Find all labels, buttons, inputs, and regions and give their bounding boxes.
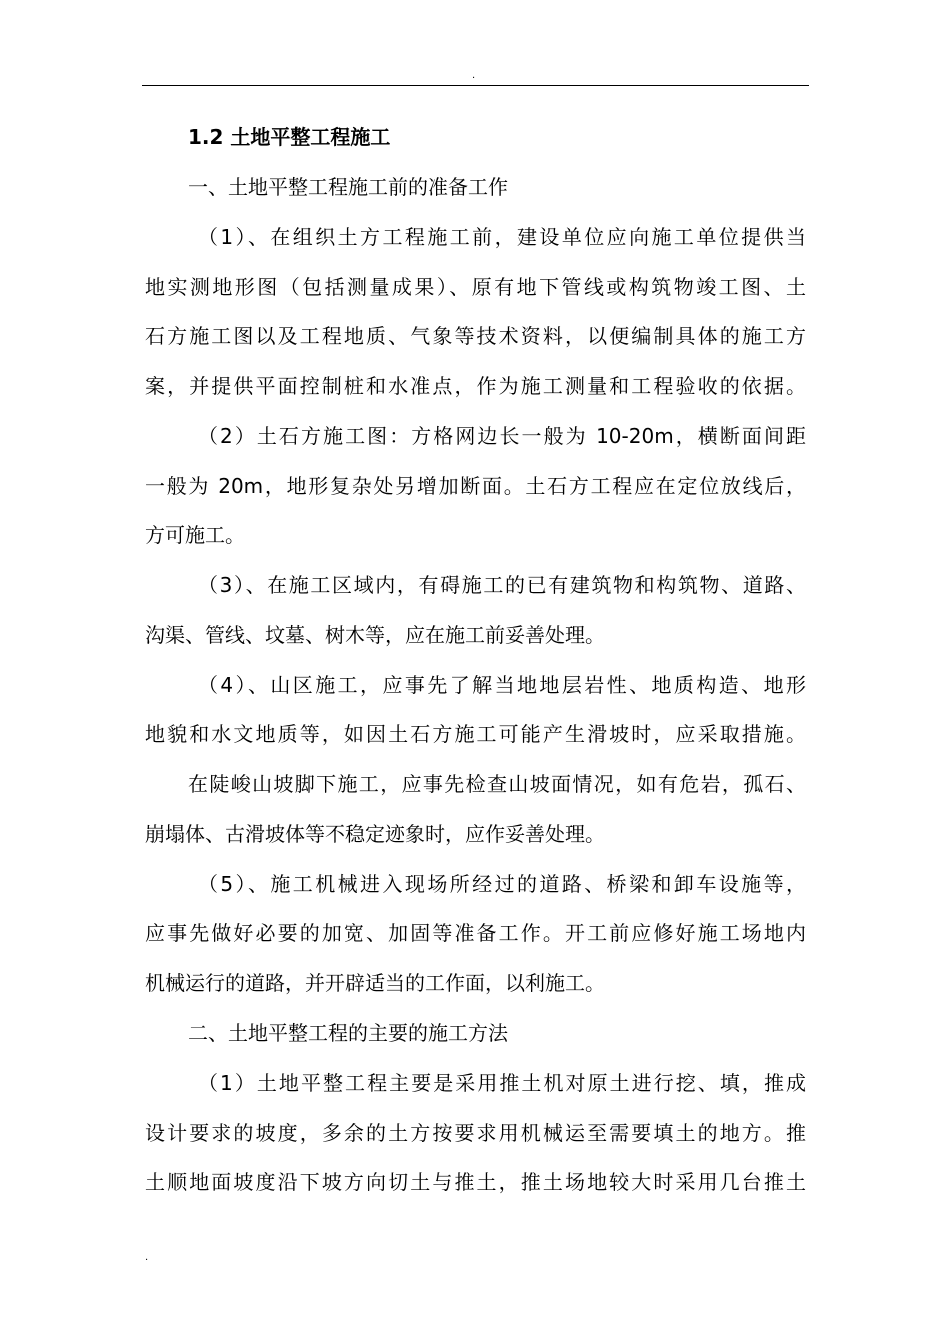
paragraph-line: 一般为 20m，地形复杂处另增加断面。土石方工程应在定位放线后， — [145, 474, 806, 498]
paragraph-line: 地实测地形图（包括测量成果）、原有地下管线或构筑物竣工图、土 — [145, 275, 806, 299]
paragraph-line: 崩塌体、古滑坡体等不稳定迹象时，应作妥善处理。 — [145, 822, 605, 846]
header-rule — [142, 85, 809, 86]
paragraph-line: 方可施工。 — [145, 523, 245, 547]
paragraph-line: 在陡峻山坡脚下施工，应事先检查山坡面情况，如有危岩，孤石、 — [188, 772, 806, 796]
paragraph-line: 案，并提供平面控制桩和水准点，作为施工测量和工程验收的依据。 — [145, 374, 806, 398]
subsection-heading-1: 一、土地平整工程施工前的准备工作 — [188, 175, 508, 199]
paragraph-line: 石方施工图以及工程地质、气象等技术资料，以便编制具体的施工方 — [145, 324, 806, 348]
footer-mark: . — [145, 1252, 149, 1263]
paragraph-line: 土顺地面坡度沿下坡方向切土与推土，推土场地较大时采用几台推土 — [145, 1170, 806, 1194]
paragraph-line: （2）土石方施工图：方格网边长一般为 10-20m，横断面间距 — [198, 424, 806, 448]
section-heading: 1.2 土地平整工程施工 — [188, 125, 391, 149]
paragraph-line: 沟渠、管线、坟墓、树木等，应在施工前妥善处理。 — [145, 623, 605, 647]
paragraph-line: （4）、山区施工，应事先了解当地地层岩性、地质构造、地形 — [198, 673, 806, 697]
paragraph-line: 地貌和水文地质等，如因土石方施工可能产生滑坡时，应采取措施。 — [145, 722, 806, 746]
paragraph-line: 设计要求的坡度，多余的土方按要求用机械运至需要填土的地方。推 — [145, 1121, 806, 1145]
paragraph-line: （1）土地平整工程主要是采用推土机对原土进行挖、填，推成 — [198, 1071, 806, 1095]
paragraph-line: （1）、在组织土方工程施工前，建设单位应向施工单位提供当 — [198, 225, 806, 249]
paragraph-line: （3）、在施工区域内，有碍施工的已有建筑物和构筑物、道路、 — [198, 573, 806, 597]
subsection-heading-2: 二、土地平整工程的主要的施工方法 — [188, 1021, 508, 1045]
paragraph-line: （5）、施工机械进入现场所经过的道路、桥梁和卸车设施等， — [198, 872, 806, 896]
paragraph-line: 应事先做好必要的加宽、加固等准备工作。开工前应修好施工场地内 — [145, 921, 806, 945]
paragraph-line: 机械运行的道路，并开辟适当的工作面，以利施工。 — [145, 971, 605, 995]
header-mark: . — [472, 70, 476, 81]
